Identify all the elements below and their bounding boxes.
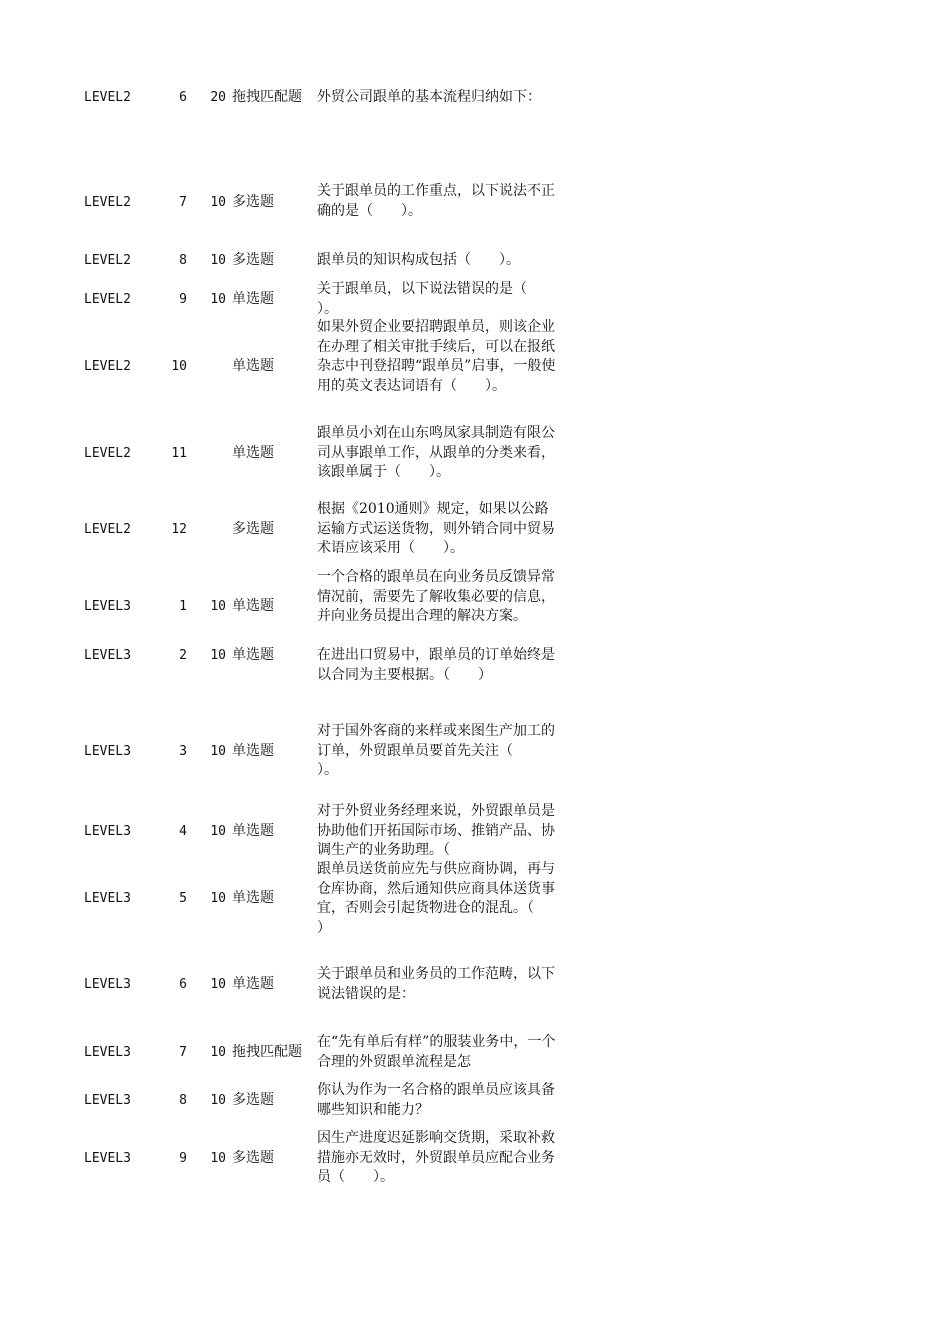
score-cell: 10 — [210, 1151, 226, 1166]
question-type-cell: 单选题 — [232, 743, 274, 759]
level-cell: LEVEL3 — [84, 648, 131, 663]
question-type-cell: 拖拽匹配题 — [232, 89, 302, 105]
score-cell: 20 — [210, 90, 226, 105]
score-cell: 10 — [210, 824, 226, 839]
number-cell: 1 — [179, 599, 187, 614]
level-cell: LEVEL3 — [84, 977, 131, 992]
question-text-cell: 对于国外客商的来样或来图生产加工的订单，外贸跟单员要首先关注（ ）。 — [317, 723, 555, 778]
question-type-cell: 单选题 — [232, 445, 274, 461]
number-cell: 9 — [179, 292, 187, 307]
question-text-cell: 你认为作为一名合格的跟单员应该具备哪些知识和能力？ — [317, 1082, 555, 1118]
level-cell: LEVEL2 — [84, 90, 131, 105]
number-cell: 9 — [179, 1151, 187, 1166]
score-cell: 10 — [210, 599, 226, 614]
level-cell: LEVEL3 — [84, 744, 131, 759]
question-type-cell: 单选题 — [232, 291, 274, 307]
question-text-cell: 在进出口贸易中，跟单员的订单始终是以合同为主要根据。（ ） — [317, 647, 555, 683]
number-cell: 7 — [179, 195, 187, 210]
number-cell: 12 — [171, 522, 187, 537]
level-cell: LEVEL2 — [84, 446, 131, 461]
question-type-cell: 多选题 — [232, 1150, 274, 1166]
number-cell: 11 — [171, 446, 187, 461]
level-cell: LEVEL2 — [84, 522, 131, 537]
question-type-cell: 多选题 — [232, 521, 274, 537]
level-cell: LEVEL3 — [84, 1045, 131, 1060]
question-text-cell: 一个合格的跟单员在向业务员反馈异常情况前，需要先了解收集必要的信息，并向业务员提出合理的解决方案。 — [317, 569, 555, 624]
question-type-cell: 单选题 — [232, 358, 274, 374]
score-cell: 10 — [210, 1045, 226, 1060]
score-cell: 10 — [210, 977, 226, 992]
question-text-cell: 在“先有单后有样”的服装业务中，一个合理的外贸跟单流程是怎 — [317, 1034, 556, 1070]
score-cell: 10 — [210, 648, 226, 663]
question-text-cell: 跟单员小刘在山东鸣凤家具制造有限公司从事跟单工作，从跟单的分类来看，该跟单属于（ ）。 — [317, 425, 555, 480]
question-text-cell: 关于跟单员，以下说法错误的是（ ）。 — [317, 281, 555, 317]
score-cell: 10 — [210, 891, 226, 906]
question-text-cell: 关于跟单员和业务员的工作范畴，以下说法错误的是： — [317, 966, 555, 1002]
level-cell: LEVEL2 — [84, 359, 131, 374]
level-cell: LEVEL3 — [84, 1093, 131, 1108]
question-text-cell: 外贸公司跟单的基本流程归纳如下： — [317, 89, 541, 105]
number-cell: 5 — [179, 891, 187, 906]
score-cell: 10 — [210, 195, 226, 210]
number-cell: 2 — [179, 648, 187, 663]
question-type-cell: 多选题 — [232, 252, 274, 268]
number-cell: 4 — [179, 824, 187, 839]
question-type-cell: 单选题 — [232, 598, 274, 614]
level-cell: LEVEL2 — [84, 292, 131, 307]
question-type-cell: 单选题 — [232, 976, 274, 992]
number-cell: 8 — [179, 253, 187, 268]
level-cell: LEVEL3 — [84, 599, 131, 614]
question-text-cell: 对于外贸业务经理来说，外贸跟单员是协助他们开拓国际市场、推销产品、协调生产的业务助理。（ — [317, 803, 555, 858]
question-type-cell: 拖拽匹配题 — [232, 1044, 302, 1060]
score-cell: 10 — [210, 1093, 226, 1108]
level-cell: LEVEL3 — [84, 891, 131, 906]
level-cell: LEVEL2 — [84, 195, 131, 210]
question-text-cell: 跟单员的知识构成包括（ ）。 — [317, 252, 520, 268]
question-type-cell: 多选题 — [232, 1092, 274, 1108]
number-cell: 7 — [179, 1045, 187, 1060]
number-cell: 3 — [179, 744, 187, 759]
number-cell: 8 — [179, 1093, 187, 1108]
question-text-cell: 根据《2010通则》规定，如果以公路运输方式运送货物，则外销合同中贸易术语应该采用（ ）。 — [317, 501, 555, 556]
score-cell: 10 — [210, 292, 226, 307]
question-type-cell: 单选题 — [232, 823, 274, 839]
question-type-cell: 单选题 — [232, 890, 274, 906]
number-cell: 6 — [179, 90, 187, 105]
question-text-cell: 因生产进度迟延影响交货期，采取补救措施亦无效时，外贸跟单员应配合业务员（ ）。 — [317, 1130, 555, 1185]
level-cell: LEVEL3 — [84, 824, 131, 839]
level-cell: LEVEL3 — [84, 1151, 131, 1166]
question-type-cell: 单选题 — [232, 647, 274, 663]
level-cell: LEVEL2 — [84, 253, 131, 268]
score-cell: 10 — [210, 744, 226, 759]
score-cell: 10 — [210, 253, 226, 268]
question-text-cell: 关于跟单员的工作重点，以下说法不正确的是（ ）。 — [317, 183, 555, 219]
question-text-cell: 如果外贸企业要招聘跟单员，则该企业在办理了相关审批手续后，可以在报纸杂志中刊登招聘“跟单员”启事，一般使用的英文表达词语有（ ）。 — [317, 319, 556, 394]
number-cell: 10 — [171, 359, 187, 374]
number-cell: 6 — [179, 977, 187, 992]
question-type-cell: 多选题 — [232, 194, 274, 210]
question-text-cell: 跟单员送货前应先与供应商协调，再与仓库协商，然后通知供应商具体送货事宜，否则会引起货物进仓的混乱。（ ） — [317, 861, 562, 936]
